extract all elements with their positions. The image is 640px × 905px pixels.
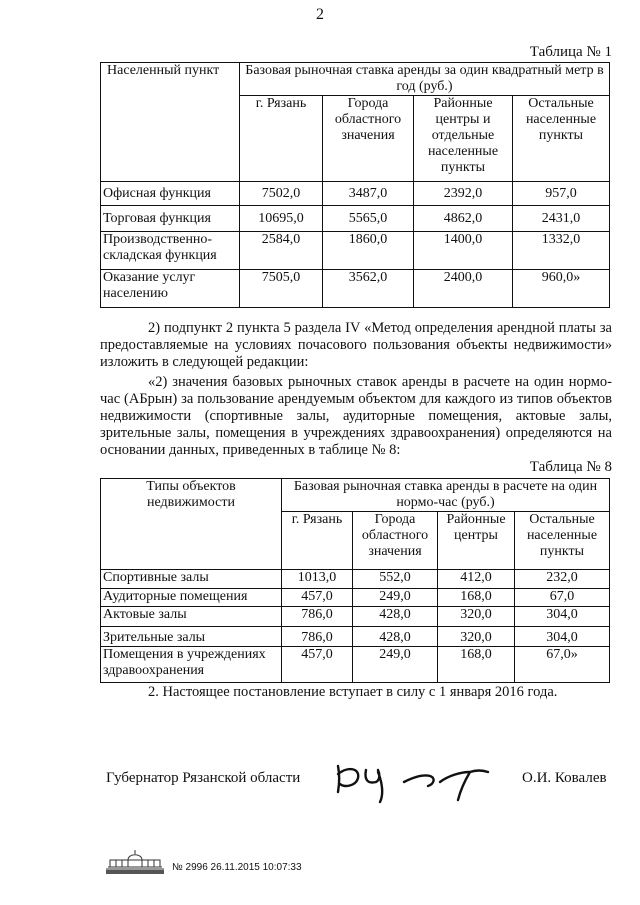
cell-value: 320,0 — [438, 607, 515, 627]
cell-value: 2584,0 — [240, 232, 323, 270]
cell-value: 320,0 — [438, 627, 515, 647]
table8-subheader: Города областного значения — [353, 512, 438, 570]
table8-header-types: Типы объектов недвижимости — [101, 479, 282, 570]
cell-value: 67,0» — [515, 647, 610, 683]
cell-value: 3562,0 — [323, 270, 414, 308]
cell-value: 1400,0 — [414, 232, 513, 270]
table8-header-rate: Базовая рыночная ставка аренды в расчете на один нормо-час (руб.) — [282, 479, 610, 512]
table-row — [101, 182, 610, 206]
signatory-name: О.И. Ковалев — [522, 770, 607, 786]
table-row — [101, 270, 610, 308]
cell-value: 7505,0 — [240, 270, 323, 308]
table1-subheader: Районные центры и отдельные населенные пункты — [414, 96, 513, 182]
table1-header-rate: Базовая рыночная ставка аренды за один квадратный метр в год (руб.) — [240, 63, 610, 96]
cell-value: 3487,0 — [323, 182, 414, 206]
cell-value: 957,0 — [513, 182, 610, 206]
cell-value: 10695,0 — [240, 206, 323, 232]
cell-value: 2392,0 — [414, 182, 513, 206]
row-label: Актовые залы — [101, 607, 282, 627]
cell-value: 457,0 — [282, 647, 353, 683]
paragraph-effective-date: 2. Настоящее постановление вступает в силу с 1 января 2016 года. — [148, 684, 558, 700]
table-row — [101, 570, 610, 589]
table8-subheader: Районные центры — [438, 512, 515, 570]
cell-value: 960,0» — [513, 270, 610, 308]
row-label: Аудиторные помещения — [101, 589, 282, 607]
cell-value: 1013,0 — [282, 570, 353, 589]
row-label: Спортивные залы — [101, 570, 282, 589]
table-row — [101, 647, 610, 683]
table-row — [101, 607, 610, 627]
cell-value: 2400,0 — [414, 270, 513, 308]
row-label: Торговая функция — [101, 206, 240, 232]
table-row — [101, 206, 610, 232]
paragraph-amendment: 2) подпункт 2 пункта 5 раздела IV «Метод определения арендной платы за предоставляемые на условиях почасового пользования объекты недвижимости» изложить в следующей редакции: — [100, 320, 612, 370]
cell-value: 304,0 — [515, 627, 610, 647]
page-number: 2 — [316, 6, 324, 23]
registration-stamp: № 2996 26.11.2015 10:07:33 — [172, 862, 302, 873]
government-building-logo — [104, 849, 166, 875]
cell-value: 168,0 — [438, 589, 515, 607]
cell-value: 428,0 — [353, 607, 438, 627]
table1-caption: Таблица № 1 — [529, 44, 612, 60]
table1-subheader: Остальные населенные пункты — [513, 96, 610, 182]
handwritten-signature — [330, 752, 500, 806]
cell-value: 552,0 — [353, 570, 438, 589]
row-label: Зрительные залы — [101, 627, 282, 647]
cell-value: 457,0 — [282, 589, 353, 607]
table1-subheader: Города областного значения — [323, 96, 414, 182]
cell-value: 249,0 — [353, 589, 438, 607]
cell-value: 1860,0 — [323, 232, 414, 270]
row-label: Производственно-складская функция — [101, 232, 240, 270]
cell-value: 67,0 — [515, 589, 610, 607]
table8-subheader: Остальные населенные пункты — [515, 512, 610, 570]
cell-value: 786,0 — [282, 607, 353, 627]
table-row — [101, 627, 610, 647]
cell-value: 232,0 — [515, 570, 610, 589]
cell-value: 1332,0 — [513, 232, 610, 270]
row-label: Офисная функция — [101, 182, 240, 206]
cell-value: 249,0 — [353, 647, 438, 683]
table-row — [101, 232, 610, 270]
table1-header-settlement: Населенный пункт — [101, 63, 240, 182]
cell-value: 412,0 — [438, 570, 515, 589]
signatory-title: Губернатор Рязанской области — [106, 770, 301, 786]
table8 — [100, 478, 610, 683]
table1 — [100, 62, 610, 308]
cell-value: 304,0 — [515, 607, 610, 627]
table8-subheader: г. Рязань — [282, 512, 353, 570]
row-label: Помещения в учреждениях здравоохранения — [101, 647, 282, 683]
table1-subheader: г. Рязань — [240, 96, 323, 182]
cell-value: 7502,0 — [240, 182, 323, 206]
paragraph-table8-intro: «2) значения базовых рыночных ставок аренды в расчете на один нормо-час (АБрын) за пользование арендуемым объектом для каждого из типов объектов недвижимости (спортивные залы, аудиторные помещения, актовые залы, зрительные залы, помещения в учреждениях здравоохранения) определяются на основании данных, приведенных в таблице № 8: — [100, 374, 612, 458]
cell-value: 2431,0 — [513, 206, 610, 232]
cell-value: 5565,0 — [323, 206, 414, 232]
cell-value: 168,0 — [438, 647, 515, 683]
table-row — [101, 589, 610, 607]
cell-value: 428,0 — [353, 627, 438, 647]
table8-caption: Таблица № 8 — [529, 459, 612, 475]
cell-value: 4862,0 — [414, 206, 513, 232]
row-label: Оказание услуг населению — [101, 270, 240, 308]
cell-value: 786,0 — [282, 627, 353, 647]
